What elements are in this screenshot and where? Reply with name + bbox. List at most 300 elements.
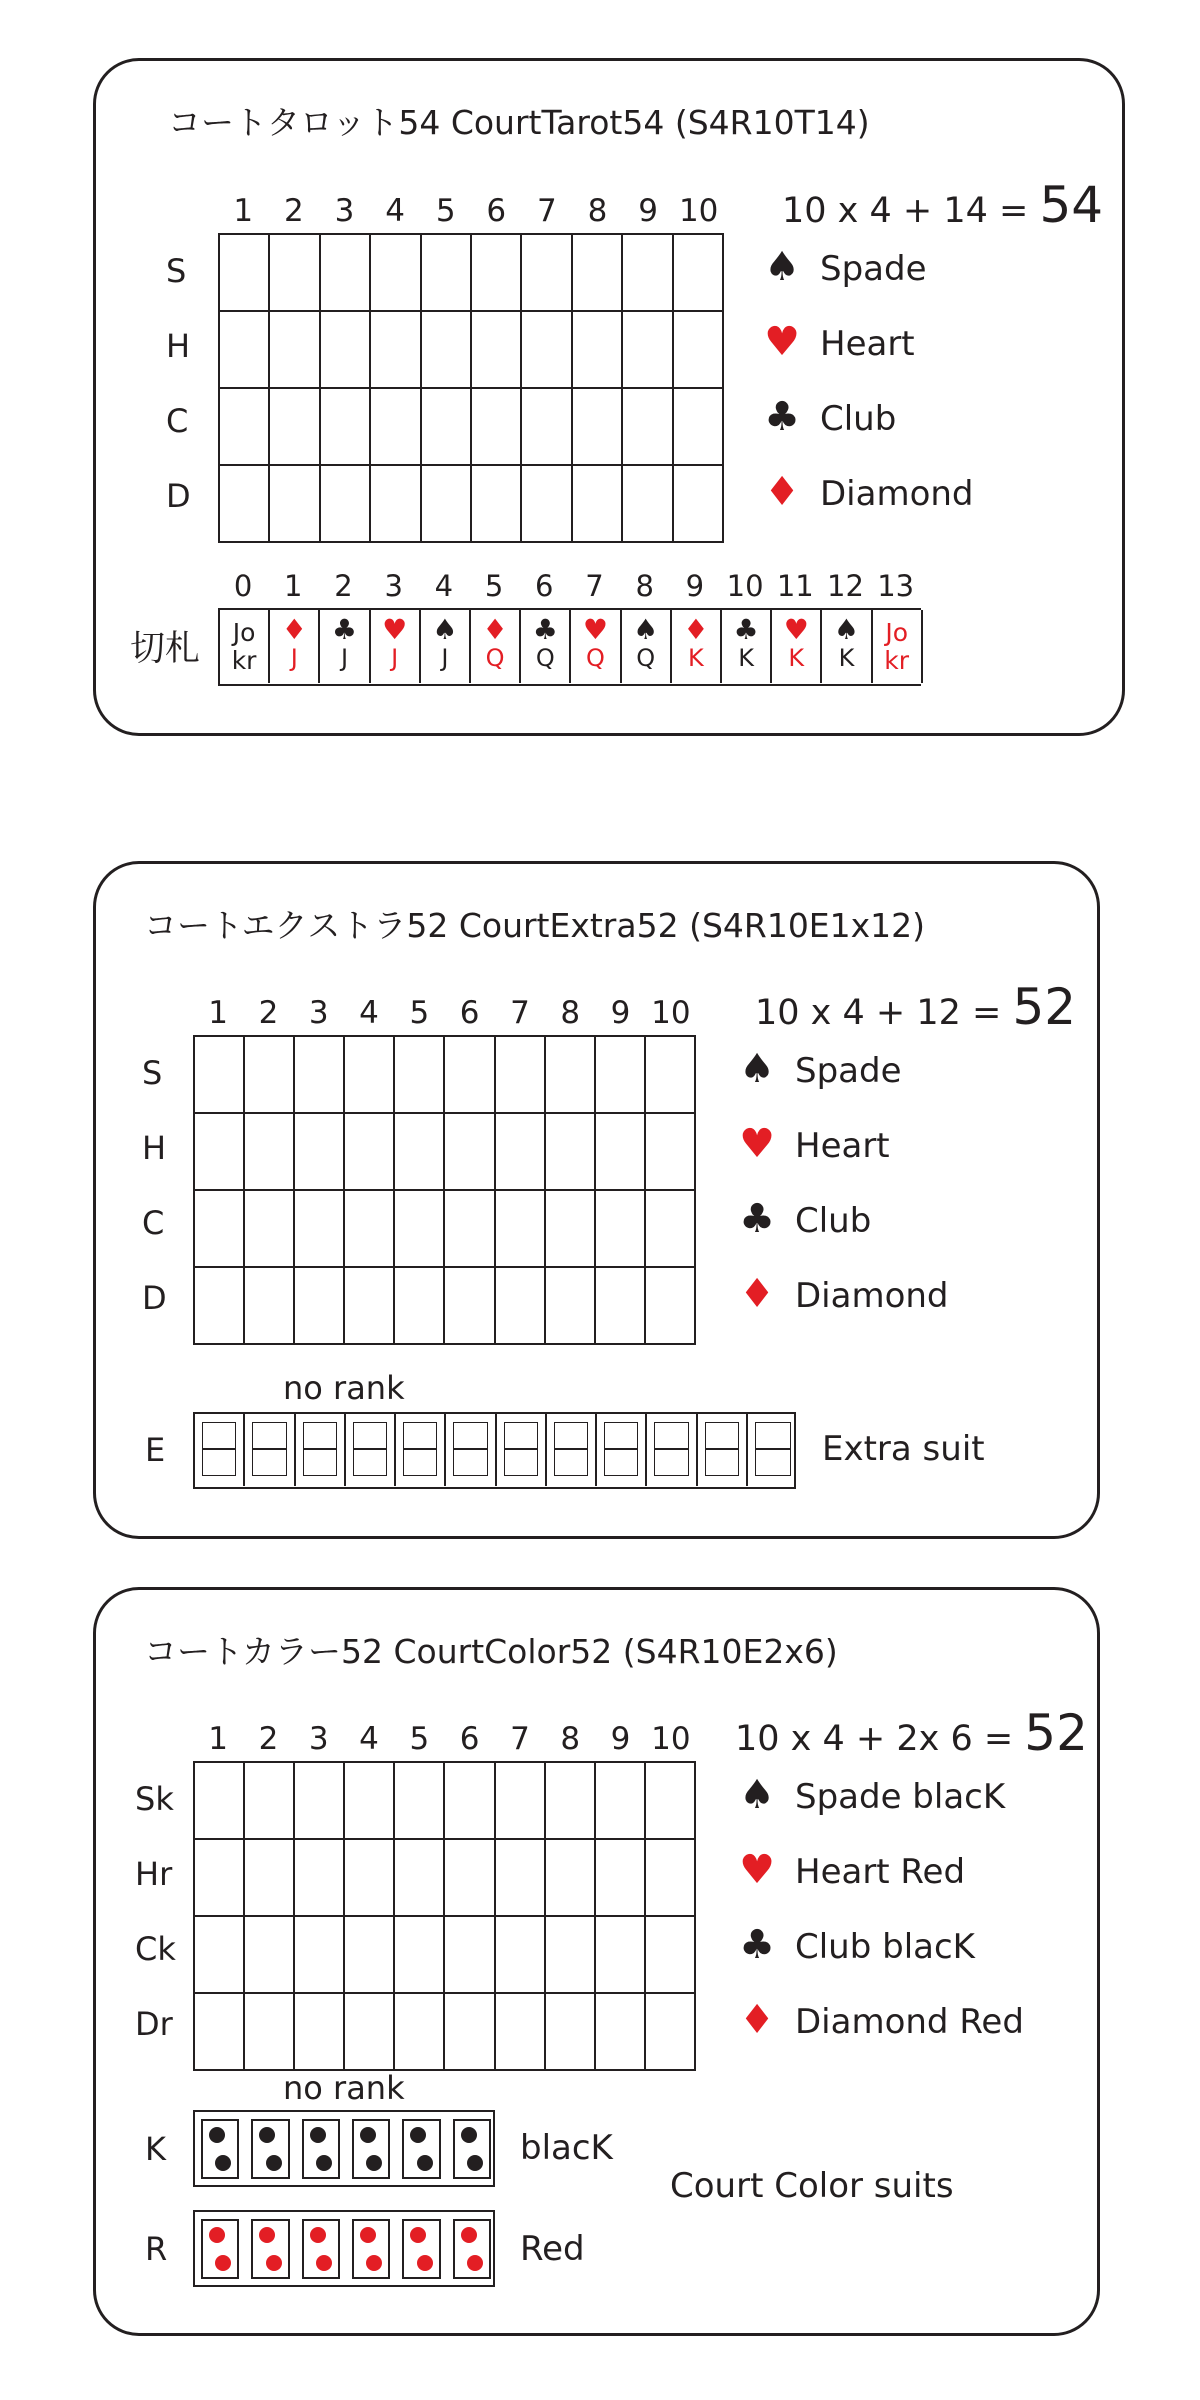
grid-cell: [194, 1036, 244, 1113]
red-label: Red: [520, 2229, 585, 2269]
extra-card-top: [755, 1422, 791, 1450]
grid-row: [194, 1993, 695, 2070]
pip-dot: [259, 2227, 275, 2243]
pip-dot: [360, 2127, 376, 2143]
grid-cell: [244, 1839, 294, 1916]
dot-card: [402, 2119, 440, 2179]
grid-cell: [269, 234, 319, 311]
extra-card-top: [705, 1422, 739, 1450]
red-row-label: R: [145, 2230, 168, 2268]
grid-cell: [320, 465, 370, 542]
trump-number: 5: [484, 569, 504, 603]
grid-cell: [595, 1993, 645, 2070]
dot-card: [201, 2219, 239, 2279]
pip-dot: [310, 2227, 326, 2243]
rank-number: 5: [409, 995, 430, 1031]
formula-total: 52: [1024, 1704, 1088, 1762]
pip-dot: [417, 2155, 433, 2171]
grid-cell: [244, 1190, 294, 1267]
suit-row-label: D: [142, 1279, 167, 1317]
grid-cell: [219, 388, 269, 465]
suit-icon: ♣: [331, 613, 358, 646]
rank-suit-grid: [218, 233, 724, 543]
grid-row: [194, 1036, 695, 1113]
trump-rank: J: [441, 644, 449, 672]
dot-card: [251, 2219, 289, 2279]
grid-cell: [471, 311, 521, 388]
grid-cell: [471, 388, 521, 465]
grid-cell: [344, 1916, 394, 1993]
grid-cell: [394, 1036, 444, 1113]
suit-icon: ♠: [432, 613, 458, 646]
grid-cell: [344, 1267, 394, 1344]
grid-cell: [269, 465, 319, 542]
rank-number: 9: [610, 1721, 631, 1757]
grid-cell: [294, 1993, 344, 2070]
extra-card-bottom: [303, 1448, 337, 1476]
rank-number: 3: [334, 193, 355, 229]
suit-row-label: H: [166, 327, 191, 365]
extra-card-bottom: [654, 1448, 688, 1476]
grid-cell: [394, 1993, 444, 2070]
formula-text: 10 x 4 + 12 =: [755, 993, 1013, 1033]
extra-card: [195, 1414, 245, 1486]
trump-number: 12: [827, 569, 864, 603]
extra-card-bottom: [252, 1448, 286, 1476]
spade-icon: ♠: [739, 1046, 775, 1092]
grid-cell: [495, 1190, 545, 1267]
trump-card: [471, 610, 521, 683]
extra-card-top: [202, 1422, 236, 1450]
grid-cell: [645, 1190, 695, 1267]
pip-dot: [366, 2155, 382, 2171]
grid-cell: [219, 465, 269, 542]
suit-icon: ♦: [683, 613, 709, 646]
pip-dot: [417, 2255, 433, 2271]
grid-cell: [521, 311, 571, 388]
grid-cell: [444, 1267, 494, 1344]
trump-card: [220, 610, 270, 683]
club-icon: ♣: [739, 1196, 775, 1242]
grid-cell: [595, 1762, 645, 1839]
extra-card: [547, 1414, 597, 1486]
trump-strip: [218, 608, 921, 686]
grid-cell: [622, 388, 672, 465]
grid-cell: [521, 465, 571, 542]
formula-text: 10 x 4 + 14 =: [782, 191, 1040, 231]
extra-card-bottom: [353, 1448, 387, 1476]
grid-row: [194, 1839, 695, 1916]
extra-card: [346, 1414, 396, 1486]
extra-card-bottom: [403, 1448, 437, 1476]
pip-dot: [316, 2155, 332, 2171]
trump-number: 7: [585, 569, 604, 603]
extra-card-top: [403, 1422, 437, 1450]
pip-dot: [366, 2255, 382, 2271]
trump-rank: J: [290, 644, 298, 672]
grid-cell: [294, 1916, 344, 1993]
trump-card: [822, 610, 872, 683]
extra-card-top: [654, 1422, 688, 1450]
rank-number: 2: [258, 1721, 279, 1757]
trump-rank: Q: [586, 644, 605, 672]
grid-cell: [244, 1916, 294, 1993]
court-tarot-title: コートタロット54 CourtTarot54 (S4R10T14): [168, 103, 870, 142]
grid-cell: [521, 388, 571, 465]
pip-dot: [266, 2155, 282, 2171]
grid-row: [219, 234, 723, 311]
rank-number: 1: [208, 995, 229, 1031]
extra-card-bottom: [604, 1448, 638, 1476]
legend-label: Heart: [820, 324, 915, 364]
grid-cell: [595, 1113, 645, 1190]
grid-cell: [370, 234, 420, 311]
extra-card: [698, 1414, 748, 1486]
legend-label: Spade: [795, 1051, 902, 1091]
club-icon: ♣: [764, 394, 800, 440]
trump-rank: Q: [636, 644, 656, 672]
grid-row: [219, 388, 723, 465]
legend-label: Heart: [795, 1126, 890, 1166]
grid-cell: [320, 388, 370, 465]
extra-card-bottom: [755, 1448, 791, 1476]
extra-card: [497, 1414, 547, 1486]
rank-number: 5: [435, 193, 456, 229]
suit-icon: ♦: [281, 613, 307, 646]
diamond-icon: ♦: [739, 1997, 775, 2043]
suit-icon: ♠: [633, 613, 659, 646]
pip-dot: [310, 2127, 326, 2143]
grid-cell: [622, 311, 672, 388]
rank-number: 7: [510, 995, 530, 1031]
heart-icon: ♥: [764, 319, 800, 365]
dot-card: [453, 2219, 491, 2279]
court-extra-formula: [755, 978, 1077, 1036]
extra-card: [296, 1414, 346, 1486]
spade-icon: ♠: [739, 1772, 775, 1818]
grid-row: [219, 311, 723, 388]
trump-card: [371, 610, 421, 683]
rank-number: 2: [284, 193, 304, 229]
trump-card: [672, 610, 722, 683]
grid-cell: [545, 1267, 595, 1344]
rank-number: 8: [560, 995, 581, 1031]
grid-cell: [244, 1993, 294, 2070]
grid-cell: [421, 311, 471, 388]
grid-cell: [645, 1113, 695, 1190]
pip-dot: [209, 2127, 225, 2143]
grid-cell: [219, 311, 269, 388]
rank-suit-grid: [193, 1035, 696, 1345]
suit-icon: ♥: [382, 613, 408, 646]
trump-card: [320, 610, 370, 683]
dot-card: [201, 2119, 239, 2179]
trump-number: 6: [535, 569, 554, 603]
trump-card: [270, 610, 320, 683]
grid-cell: [495, 1916, 545, 1993]
extra-card: [597, 1414, 647, 1486]
grid-cell: [673, 388, 723, 465]
trump-card: [873, 610, 923, 683]
trump-card: [521, 610, 571, 683]
grid-cell: [344, 1762, 394, 1839]
grid-cell: [645, 1839, 695, 1916]
pip-dot: [410, 2227, 426, 2243]
grid-cell: [194, 1113, 244, 1190]
grid-cell: [495, 1762, 545, 1839]
heart-icon: ♥: [739, 1121, 775, 1167]
grid-cell: [344, 1036, 394, 1113]
no-rank-label: no rank: [283, 1369, 405, 1407]
extra-card-bottom: [202, 1448, 236, 1476]
grid-cell: [244, 1113, 294, 1190]
grid-cell: [344, 1839, 394, 1916]
grid-cell: [595, 1267, 645, 1344]
suit-row-label: C: [166, 402, 189, 440]
diamond-icon: ♦: [739, 1271, 775, 1317]
formula-total: 52: [1012, 978, 1077, 1036]
heart-icon: ♥: [739, 1847, 775, 1893]
grid-cell: [394, 1190, 444, 1267]
suit-row-label: Hr: [135, 1855, 173, 1893]
grid-cell: [244, 1762, 294, 1839]
grid-cell: [645, 1762, 695, 1839]
pip-dot: [467, 2155, 483, 2171]
extra-card-bottom: [504, 1448, 538, 1476]
legend-label: Heart Red: [795, 1852, 966, 1892]
suit-icon: ♣: [532, 613, 558, 646]
extra-card-top: [604, 1422, 638, 1450]
extra-card: [245, 1414, 295, 1486]
extra-card: [748, 1414, 798, 1486]
dot-card: [352, 2119, 390, 2179]
dot-card: [352, 2219, 390, 2279]
rank-number: 10: [678, 193, 719, 229]
pip-dot: [209, 2227, 225, 2243]
rank-number: 7: [537, 193, 557, 229]
trump-number: 11: [776, 569, 814, 603]
grid-cell: [572, 234, 622, 311]
dot-card: [251, 2119, 289, 2179]
legend-label: Diamond: [795, 1276, 949, 1316]
dot-card: [302, 2219, 340, 2279]
court-color-title: コートカラー52 CourtColor52 (S4R10E2x6): [144, 1632, 838, 1671]
grid-cell: [444, 1036, 494, 1113]
trump-rank: K: [738, 644, 754, 672]
grid-cell: [394, 1113, 444, 1190]
black-label: blacK: [520, 2128, 613, 2168]
grid-cell: [194, 1267, 244, 1344]
grid-cell: [471, 234, 521, 311]
grid-cell: [294, 1762, 344, 1839]
pip-dot: [259, 2127, 275, 2143]
extra-card-top: [453, 1422, 487, 1450]
grid-cell: [545, 1993, 595, 2070]
court-tarot-formula: [782, 176, 1104, 234]
club-icon: ♣: [739, 1922, 775, 1968]
court-color-caption: Court Color suits: [670, 2166, 954, 2206]
dot-card-strip: [193, 2210, 495, 2287]
rank-number: 4: [359, 1721, 379, 1757]
grid-cell: [269, 388, 319, 465]
pip-dot: [467, 2255, 483, 2271]
grid-cell: [421, 465, 471, 542]
grid-cell: [344, 1993, 394, 2070]
grid-cell: [545, 1190, 595, 1267]
legend-label: Club: [795, 1201, 872, 1241]
grid-cell: [370, 311, 420, 388]
grid-cell: [645, 1036, 695, 1113]
extra-card-top: [554, 1422, 588, 1450]
trump-label: 切札: [130, 629, 201, 669]
grid-cell: [194, 1762, 244, 1839]
extra-card-bottom: [453, 1448, 487, 1476]
extra-card-bottom: [554, 1448, 588, 1476]
grid-cell: [421, 388, 471, 465]
grid-cell: [421, 234, 471, 311]
extra-suit-label: Extra suit: [822, 1429, 985, 1469]
trump-number: 1: [284, 569, 303, 603]
trump-number: 9: [685, 569, 705, 603]
dot-card: [453, 2119, 491, 2179]
grid-cell: [673, 234, 723, 311]
suit-row-label: C: [142, 1204, 165, 1242]
trump-rank: K: [688, 644, 704, 672]
grid-cell: [244, 1267, 294, 1344]
grid-row: [194, 1916, 695, 1993]
grid-cell: [495, 1267, 545, 1344]
pip-dot: [215, 2155, 231, 2171]
pip-dot: [461, 2227, 477, 2243]
pip-dot: [266, 2255, 282, 2271]
grid-cell: [444, 1113, 494, 1190]
legend-label: Club: [820, 399, 897, 439]
grid-cell: [370, 465, 420, 542]
legend-label: Spade: [820, 249, 927, 289]
joker-top: Jo: [885, 618, 909, 647]
formula-total: 54: [1039, 176, 1104, 234]
suit-icon: ♠: [833, 613, 860, 646]
grid-cell: [394, 1762, 444, 1839]
grid-cell: [622, 234, 672, 311]
grid-cell: [595, 1916, 645, 1993]
trump-rank: J: [340, 644, 349, 672]
rank-number: 8: [587, 193, 608, 229]
grid-cell: [673, 311, 723, 388]
grid-cell: [545, 1762, 595, 1839]
grid-cell: [645, 1267, 695, 1344]
diamond-icon: ♦: [764, 469, 800, 515]
extra-card-top: [504, 1422, 538, 1450]
court-color-formula: [735, 1704, 1088, 1762]
grid-cell: [645, 1993, 695, 2070]
trump-number: 13: [877, 569, 915, 603]
grid-cell: [194, 1916, 244, 1993]
legend-label: Diamond: [820, 474, 974, 514]
grid-cell: [495, 1113, 545, 1190]
rank-number: 3: [308, 1721, 329, 1757]
rank-suit-grid: [193, 1761, 696, 2071]
grid-cell: [344, 1113, 394, 1190]
pip-dot: [461, 2127, 477, 2143]
grid-cell: [444, 1839, 494, 1916]
black-row-label: K: [145, 2130, 166, 2168]
pip-dot: [410, 2127, 426, 2143]
extra-card-bottom: [705, 1448, 739, 1476]
grid-cell: [294, 1190, 344, 1267]
grid-cell: [572, 311, 622, 388]
rank-number: 9: [610, 995, 631, 1031]
rank-number: 10: [651, 995, 691, 1031]
joker-bottom: kr: [884, 646, 910, 675]
suit-row-label: S: [142, 1054, 163, 1092]
suit-row-label: H: [142, 1129, 167, 1167]
extra-card: [396, 1414, 446, 1486]
suit-icon: ♥: [582, 613, 609, 646]
extra-card-top: [252, 1422, 286, 1450]
suit-row-label: Sk: [135, 1780, 174, 1818]
suit-row-label: D: [166, 477, 191, 515]
trump-card: [622, 610, 672, 683]
trump-rank: Q: [485, 644, 505, 672]
trump-number: 0: [233, 569, 253, 603]
formula-text: 10 x 4 + 2x 6 =: [735, 1719, 1025, 1759]
extra-suit-strip: [193, 1412, 796, 1489]
pip-dot: [360, 2227, 376, 2243]
grid-cell: [545, 1113, 595, 1190]
grid-cell: [471, 465, 521, 542]
grid-cell: [572, 465, 622, 542]
grid-row: [194, 1190, 695, 1267]
grid-cell: [622, 465, 672, 542]
grid-cell: [521, 234, 571, 311]
grid-cell: [673, 465, 723, 542]
trump-card: [421, 610, 471, 683]
grid-cell: [394, 1839, 444, 1916]
dot-card: [302, 2119, 340, 2179]
rank-number: 6: [486, 193, 507, 229]
extra-row-label: E: [145, 1431, 166, 1469]
suit-row-label: Ck: [135, 1930, 176, 1968]
grid-cell: [444, 1190, 494, 1267]
grid-cell: [194, 1839, 244, 1916]
suit-row-label: S: [166, 252, 187, 290]
extra-card: [647, 1414, 697, 1486]
trump-number: 10: [726, 569, 764, 603]
rank-number: 4: [385, 193, 405, 229]
grid-cell: [219, 234, 269, 311]
trump-number: 3: [384, 569, 403, 603]
no-rank-label: no rank: [283, 2069, 405, 2107]
suit-icon: ♦: [482, 613, 508, 646]
trump-number: 8: [635, 569, 654, 603]
grid-cell: [394, 1267, 444, 1344]
rank-number: 3: [308, 995, 329, 1031]
spade-icon: ♠: [764, 244, 800, 290]
pip-dot: [215, 2255, 231, 2271]
grid-cell: [495, 1036, 545, 1113]
grid-cell: [320, 311, 370, 388]
grid-cell: [444, 1993, 494, 2070]
grid-cell: [545, 1916, 595, 1993]
grid-cell: [294, 1267, 344, 1344]
grid-cell: [444, 1762, 494, 1839]
pip-dot: [316, 2255, 332, 2271]
court-extra-title: コートエクストラ52 CourtExtra52 (S4R10E1x12): [144, 906, 926, 945]
trump-number: 2: [334, 569, 353, 603]
grid-cell: [645, 1916, 695, 1993]
legend-label: Diamond Red: [795, 2002, 1024, 2042]
